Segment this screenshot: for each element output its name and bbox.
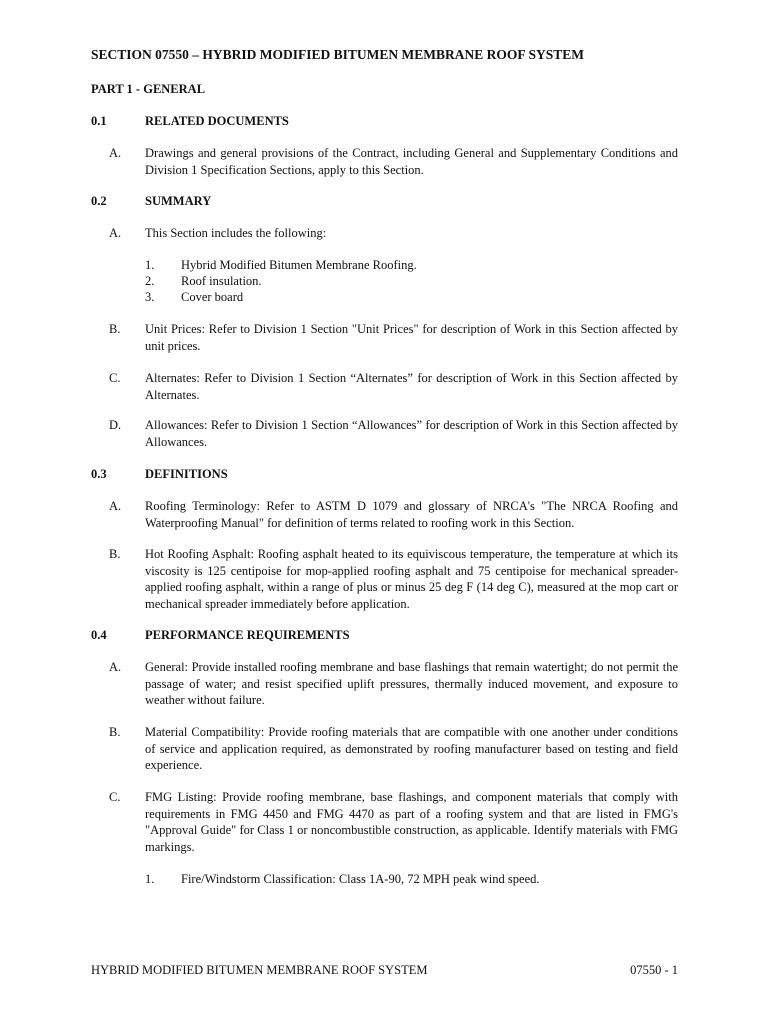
paragraph-letter: B. — [109, 725, 121, 739]
paragraph-text: Hot Roofing Asphalt: Roofing asphalt heated to its equiviscous temperature, the temperature at which its viscosity is 125 centipoise for mop-applied roofing asphalt and 75 centipoise for mechanical spreader-applied roofing asphalt, within a range of plus or minus 25 deg F (14 deg C), measured at the mop cart or mechanical spreader immediately before application. — [145, 547, 678, 611]
list-item-text: Cover board — [181, 290, 244, 304]
paragraph-text: Unit Prices: Refer to Division 1 Section "Unit Prices" for description of Work in this Section affected by unit prices. — [145, 322, 678, 353]
list-item-text: Hybrid Modified Bitumen Membrane Roofing. — [181, 258, 417, 272]
paragraph-text: General: Provide installed roofing membrane and base flashings that remain watertight; do not permit the passage of water; and resist specified uplift pressures, thermally induced movement, and exposure to weather without failure. — [145, 660, 678, 707]
paragraph-text: Drawings and general provisions of the Contract, including General and Supplementary Conditions and Division 1 Specification Sections, apply to this Section. — [145, 146, 678, 177]
paragraph-letter: A. — [109, 499, 122, 513]
article-heading: SUMMARY — [145, 194, 212, 208]
paragraph-letter: B. — [109, 322, 121, 336]
article-heading: PERFORMANCE REQUIREMENTS — [145, 628, 350, 642]
article-number: 0.1 — [91, 114, 107, 128]
list-item-text: Roof insulation. — [181, 274, 262, 288]
page-number: 07550 - 1 — [630, 963, 678, 977]
paragraph-letter: B. — [109, 547, 121, 561]
list-item-number: 2. — [145, 274, 155, 288]
list-item-text: Fire/Windstorm Classification: Class 1A-90, 72 MPH peak wind speed. — [181, 872, 540, 886]
article-number: 0.2 — [91, 194, 107, 208]
paragraph-text: Material Compatibility: Provide roofing materials that are compatible with one another under conditions of service and application required, as demonstrated by roofing manufacturer based on testing and field experience. — [145, 725, 678, 772]
section-title: SECTION 07550 – HYBRID MODIFIED BITUMEN MEMBRANE ROOF SYSTEM — [91, 47, 585, 62]
page-footer-title: HYBRID MODIFIED BITUMEN MEMBRANE ROOF SYSTEM — [91, 963, 428, 977]
paragraph-letter: A. — [109, 146, 122, 160]
paragraph-letter: A. — [109, 660, 122, 674]
part-heading: PART 1 - GENERAL — [91, 82, 206, 96]
article-number: 0.3 — [91, 467, 107, 481]
article-heading: DEFINITIONS — [145, 467, 228, 481]
paragraph-text: Allowances: Refer to Division 1 Section “Allowances” for description of Work in this Section affected by Allowances. — [145, 418, 678, 449]
paragraph-letter: C. — [109, 371, 121, 385]
paragraph-letter: A. — [109, 226, 122, 240]
list-item-number: 1. — [145, 872, 155, 886]
article-heading: RELATED DOCUMENTS — [145, 114, 289, 128]
paragraph-letter: D. — [109, 418, 122, 432]
list-item-number: 3. — [145, 290, 155, 304]
paragraph-text: Roofing Terminology: Refer to ASTM D 1079 and glossary of NRCA's "The NRCA Roofing and Waterproofing Manual" for definition of terms related to roofing work in this Section. — [145, 499, 678, 530]
paragraph-letter: C. — [109, 790, 121, 804]
paragraph-text: This Section includes the following: — [145, 226, 327, 240]
paragraph-text: FMG Listing: Provide roofing membrane, base flashings, and component materials that comply with requirements in FMG 4450 and FMG 4470 as part of a roofing system and that are listed in FMG's "Approval Guide" for Class 1 or noncombustible construction, as applicable. Identify materials with FMG markings. — [145, 790, 678, 854]
list-item-number: 1. — [145, 258, 155, 272]
paragraph-text: Alternates: Refer to Division 1 Section “Alternates” for description of Work in this Section affected by Alternates. — [145, 371, 678, 402]
article-number: 0.4 — [91, 628, 107, 642]
